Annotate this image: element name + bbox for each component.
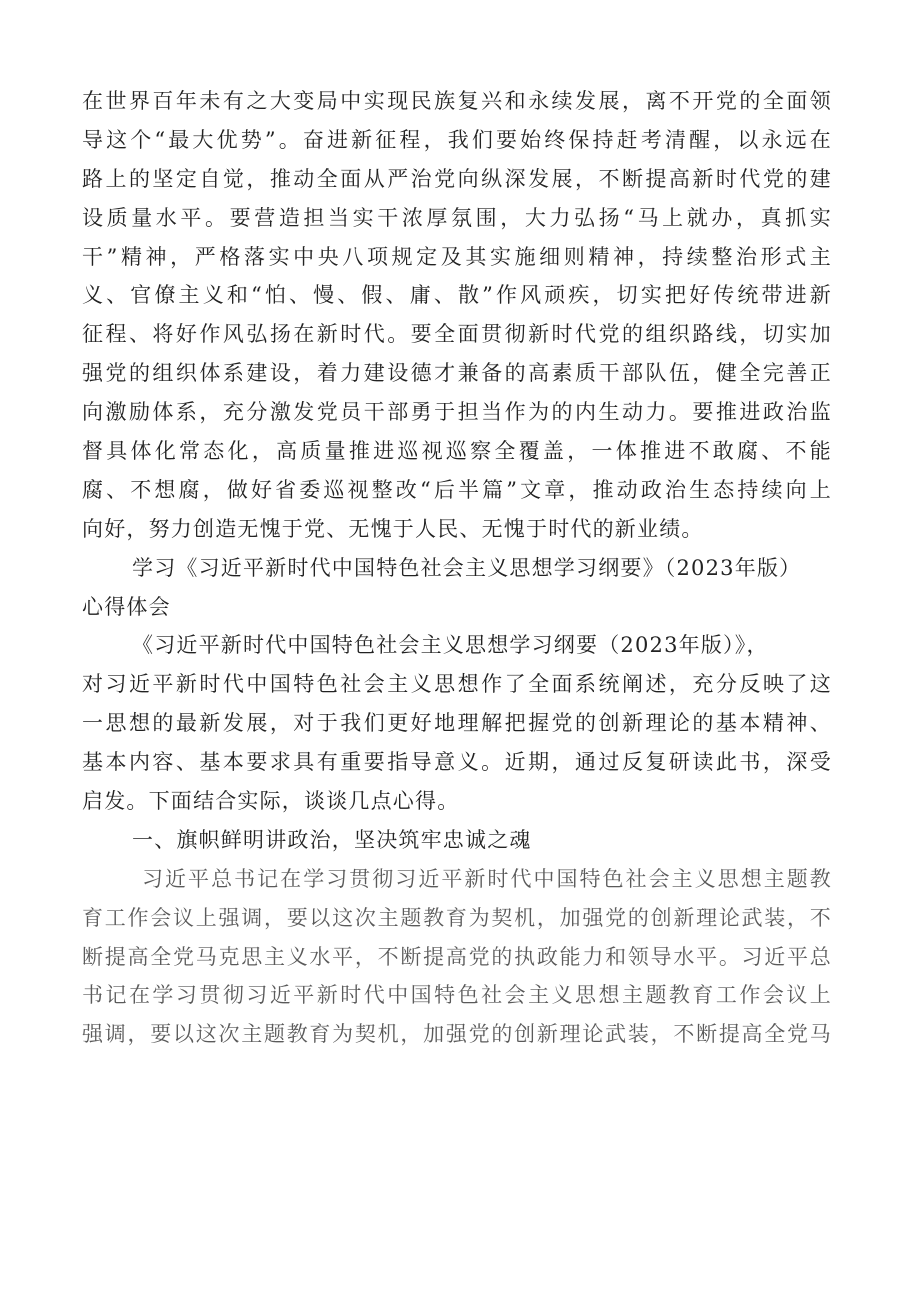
text-line: 义、官僚主义和“怕、慢、假、庸、散”作风顽疾，切实把好传统带进新 <box>82 283 832 308</box>
text-line: 《习近平新时代中国特色社会主义思想学习纲要（2023年版）》， <box>132 633 769 658</box>
text-line: 断提高全党马克思主义水平，不断提高党的执政能力和领导水平。习近平总 <box>82 944 832 969</box>
heading-line: 一、旗帜鲜明讲政治，坚决筑牢忠诚之魂 <box>132 827 532 852</box>
text-line: 书记在学习贯彻习近平新时代中国特色社会主义思想主题教育工作会议上 <box>82 983 832 1008</box>
text-line: 干”精神，严格落实中央八项规定及其实施细则精神，持续整治形式主 <box>82 244 832 269</box>
article-title <box>82 549 832 627</box>
paragraph-3 <box>82 860 832 1054</box>
text-line: 强调，要以这次主题教育为契机，加强党的创新理论武装，不断提高全党马 <box>82 1022 832 1047</box>
title-line: 学习《习近平新时代中国特色社会主义思想学习纲要》（2023年版） <box>132 555 802 580</box>
paragraph-2 <box>82 626 832 820</box>
title-line: 心得体会 <box>82 594 171 619</box>
text-line: 征程、将好作风弘扬在新时代。要全面贯彻新时代党的组织路线，切实加 <box>82 322 832 347</box>
text-line: 腐、不想腐，做好省委巡视整改“后半篇”文章，推动政治生态持续向上 <box>82 477 832 502</box>
text-line: 导这个“最大优势”。奋进新征程，我们要始终保持赶考清醒，以永远在 <box>82 127 832 152</box>
text-line: 向好，努力创造无愧于党、无愧于人民、无愧于时代的新业绩。 <box>82 516 704 541</box>
document-body <box>82 82 832 1054</box>
text-line: 督具体化常态化，高质量推进巡视巡察全覆盖，一体推进不敢腐、不能 <box>82 439 832 464</box>
section-heading <box>82 821 832 860</box>
text-line: 基本内容、基本要求具有重要指导意义。近期，通过反复研读此书，深受 <box>82 750 832 775</box>
text-line: 路上的坚定自觉，推动全面从严治党向纵深发展，不断提高新时代党的建 <box>82 166 832 191</box>
text-line: 习近平总书记在学习贯彻习近平新时代中国特色社会主义思想主题教 <box>142 866 832 891</box>
text-line: 一思想的最新发展，对于我们更好地理解把握党的创新理论的基本精神、 <box>82 711 832 736</box>
text-line: 育工作会议上强调，要以这次主题教育为契机，加强党的创新理论武装，不 <box>82 905 832 930</box>
text-line: 设质量水平。要营造担当实干浓厚氛围，大力弘扬“马上就办，真抓实 <box>82 205 832 230</box>
text-line: 强党的组织体系建设，着力建设德才兼备的高素质干部队伍，健全完善正 <box>82 361 832 386</box>
text-line: 对习近平新时代中国特色社会主义思想作了全面系统阐述，充分反映了这 <box>82 672 832 697</box>
text-line: 在世界百年未有之大变局中实现民族复兴和永续发展，离不开党的全面领 <box>82 89 832 113</box>
text-line: 启发。下面结合实际，谈谈几点心得。 <box>82 789 460 814</box>
paragraph-1 <box>82 82 832 549</box>
text-line: 向激励体系，充分激发党员干部勇于担当作为的内生动力。要推进政治监 <box>82 400 832 425</box>
